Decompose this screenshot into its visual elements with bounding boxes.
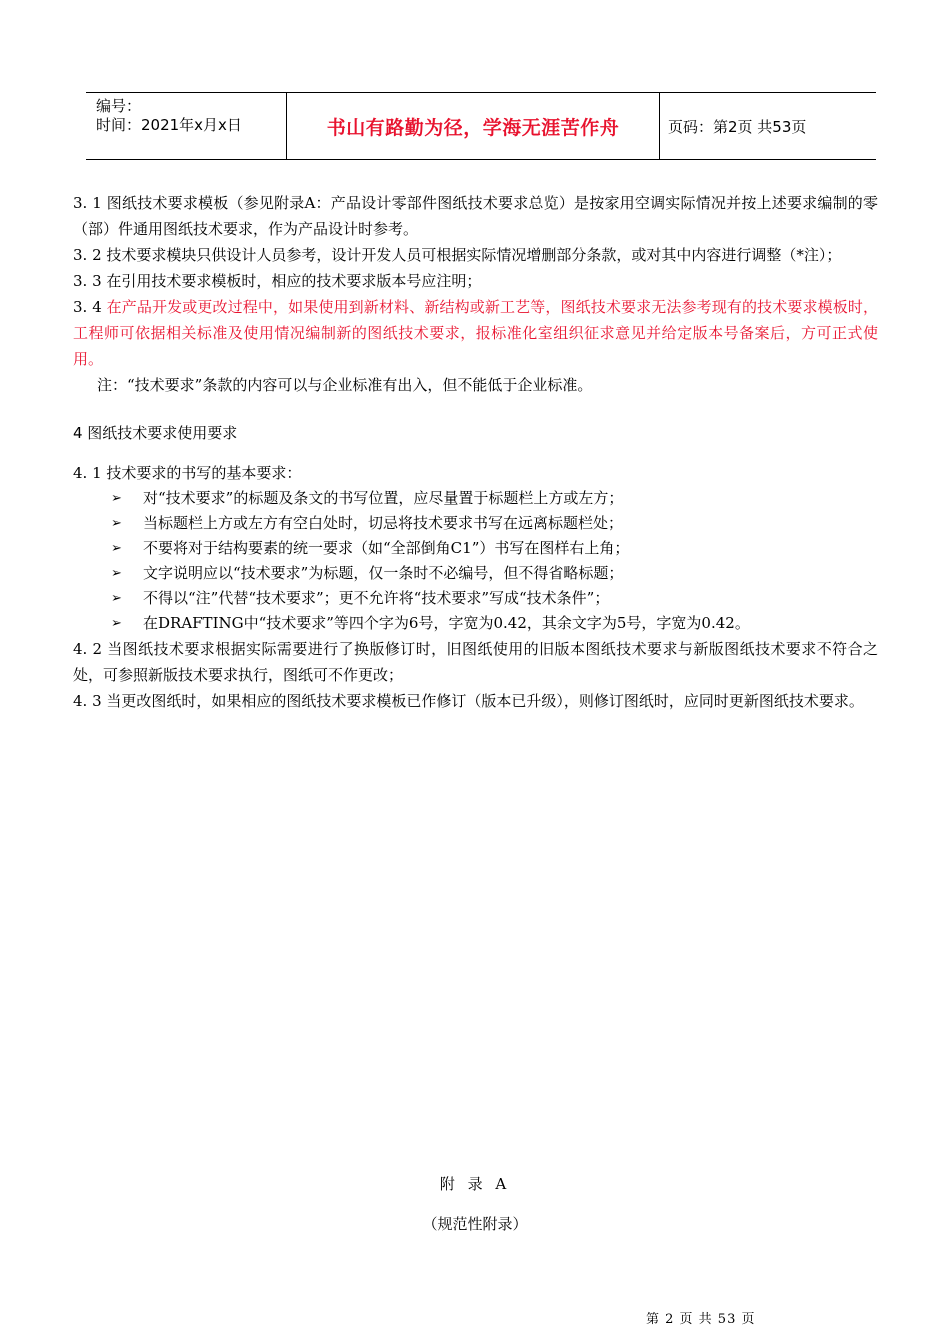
page-footer: 第 2 页 共 53 页	[646, 1312, 756, 1327]
header-meta	[86, 93, 287, 159]
list-item	[73, 586, 878, 611]
arrow-bullet-icon: ➢	[111, 591, 122, 606]
paragraph-3-2: 3. 2 技术要求模块只供设计人员参考，设计开发人员可根据实际情况增删部分条款，或对其中内容进行调整（*注）；	[73, 246, 842, 264]
paragraph-3-4-number: 3. 4	[73, 298, 107, 316]
list-item-text: 对“技术要求”的标题及条文的书写位置，应尽量置于标题栏上方或左方；	[143, 489, 624, 507]
list-item	[73, 486, 878, 511]
page-header	[86, 92, 876, 160]
header-motto: 书山有路勤为径，学海无涯苦作舟	[326, 116, 620, 139]
requirements-list	[73, 486, 878, 636]
list-item-text: 文字说明应以“技术要求”为标题，仅一条时不必编号，但不得省略标题；	[143, 564, 624, 582]
arrow-bullet-icon: ➢	[111, 541, 122, 556]
list-item	[73, 511, 878, 536]
appendix-title: 附 录 A	[439, 1175, 511, 1193]
list-item-text: 当标题栏上方或左方有空白处时，切忌将技术要求书写在远离标题栏处；	[143, 514, 624, 532]
header-number: 编号：	[96, 97, 142, 115]
list-item-text: 不要将对于结构要素的统一要求（如“全部倒角C1”）书写在图样右上角；	[143, 539, 630, 557]
document-body	[73, 190, 878, 714]
list-item-text: 在DRAFTING中“技术要求”等四个字为6号，字宽为0.42，其余文字为5号，字宽为0.42。	[143, 614, 750, 632]
paragraph-4-3: 4. 3 当更改图纸时，如果相应的图纸技术要求模板已作修订（版本已升级），则修订图纸时，应同时更新图纸技术要求。	[73, 692, 864, 710]
section-4-title: 4 图纸技术要求使用要求	[73, 424, 238, 442]
arrow-bullet-icon: ➢	[111, 491, 122, 506]
arrow-bullet-icon: ➢	[111, 616, 122, 631]
paragraph-4-2: 4. 2 当图纸技术要求根据实际需要进行了换版修订时，旧图纸使用的旧版本图纸技术要求与新版图纸技术要求不符合之处，可参照新版技术要求执行，图纸可不作更改；	[73, 640, 878, 684]
paragraph-3-1: 3. 1 图纸技术要求模板（参见附录A：产品设计零部件图纸技术要求总览）是按家用空调实际情况并按上述要求编制的零（部）件通用图纸技术要求，作为产品设计时参考。	[73, 194, 878, 238]
list-item	[73, 536, 878, 561]
paragraph-3-4-text: 在产品开发或更改过程中，如果使用到新材料、新结构或新工艺等，图纸技术要求无法参考现有的技术要求模板时，工程师可依据相关标准及使用情况编制新的图纸技术要求，报标准化室组织征求意见并给定版本号备案后，方可正式使用。	[73, 298, 878, 368]
list-item-text: 不得以“注”代替“技术要求”；更不允许将“技术要求”写成“技术条件”；	[143, 589, 610, 607]
list-item	[73, 611, 878, 636]
note-paragraph: 注：“技术要求”条款的内容可以与企业标准有出入，但不能低于企业标准。	[97, 376, 593, 394]
arrow-bullet-icon: ➢	[111, 516, 122, 531]
paragraph-3-3: 3. 3 在引用技术要求模板时，相应的技术要求版本号应注明；	[73, 272, 482, 290]
arrow-bullet-icon: ➢	[111, 566, 122, 581]
paragraph-4-1: 4. 1 技术要求的书写的基本要求：	[73, 464, 302, 482]
list-item	[73, 561, 878, 586]
header-page-number: 页码：第2页 共53页	[668, 117, 807, 136]
header-date: 时间：2021年x月x日	[96, 116, 242, 134]
appendix-subtitle: （规范性附录）	[422, 1215, 528, 1233]
header-motto-cell	[287, 93, 660, 159]
paragraph-3-4	[73, 294, 878, 372]
